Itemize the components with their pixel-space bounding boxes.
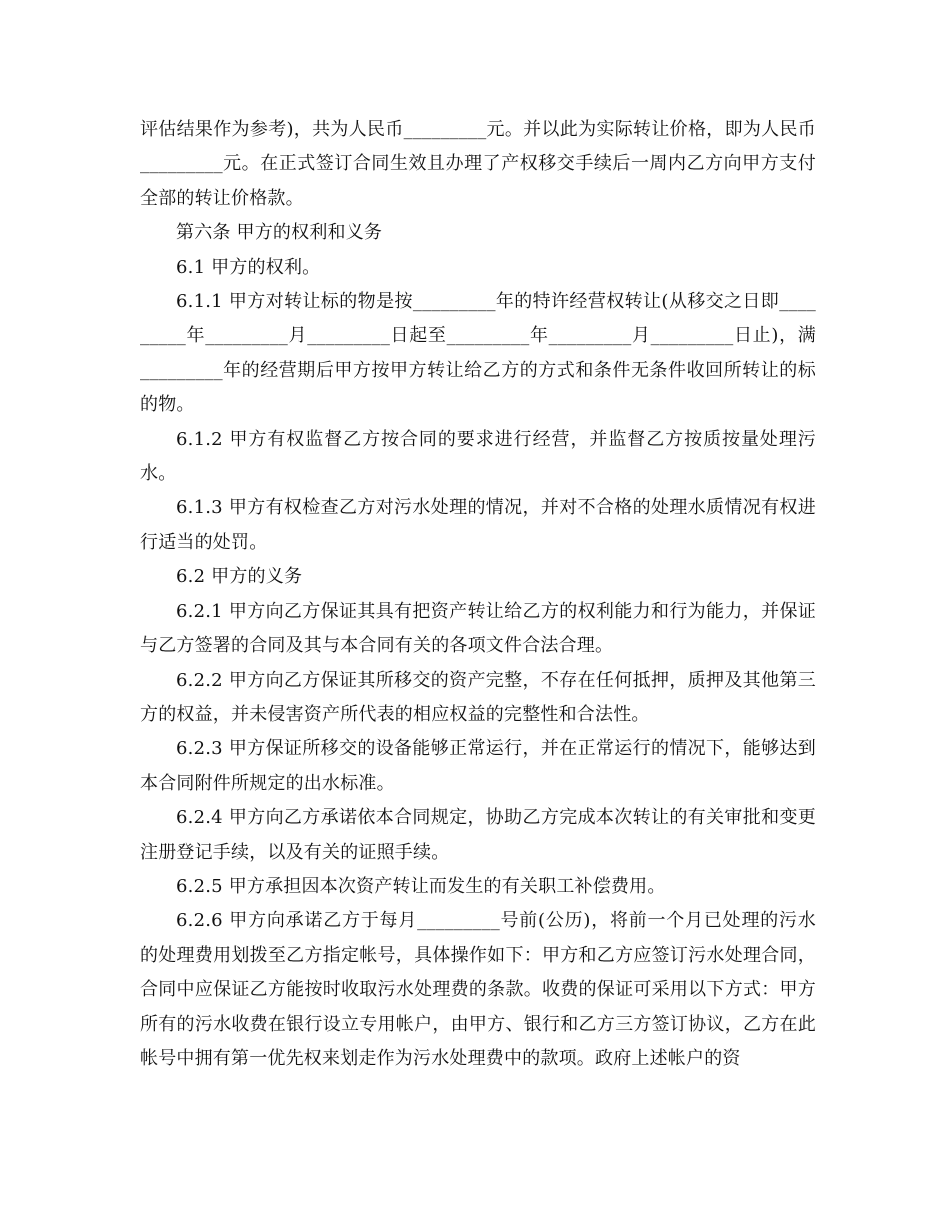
article-six-heading: 第六条 甲方的权利和义务 [176, 222, 383, 244]
clause-6-1-3: 6.1.3 甲方有权检查乙方对污水处理的情况，并对不合格的处理水质情况有权进行适当的处罚。 [140, 497, 816, 553]
clause-6-1-2: 6.1.2 甲方有权监督乙方按合同的要求进行经营，并监督乙方按质按量处理污水。 [140, 428, 816, 485]
clause-6-2-4: 6.2.4 甲方向乙方承诺依本合同规定，协助乙方完成本次转让的有关审批和变更注册登记手续，以及有关的证照手续。 [140, 807, 816, 863]
paragraph-price: 评估结果作为参考)，共为人民币_________元。并以此为实际转让价格，即为人民币_________元。在正式签订合同生效且办理了产权移交手续后一周内乙方向甲方支付全部的转让价格款。 [140, 119, 816, 209]
clause-6-2-1: 6.2.1 甲方向乙方保证其具有把资产转让给乙方的权利能力和行为能力，并保证与乙方签署的合同及其与本合同有关的各项文件合法合理。 [140, 600, 816, 657]
section-6-2-heading: 6.2 甲方的义务 [176, 566, 303, 588]
clause-6-2-2: 6.2.2 甲方向乙方保证其所移交的资产完整，不存在任何抵押，质押及其他第三方的权益，并未侵害资产所代表的相应权益的完整性和合法性。 [140, 669, 816, 725]
document-body [140, 113, 816, 1076]
section-6-1-heading: 6.1 甲方的权利。 [176, 256, 321, 278]
clause-6-2-5: 6.2.5 甲方承担因本次资产转让而发生的有关职工补偿费用。 [176, 875, 666, 897]
clause-6-1-1: 6.1.1 甲方对转让标的物是按_________年的特许经营权转让(从移交之日即_________年_________月_________日起至_________年_________月_________日止)，满_________年的经营期后甲方按甲方转让给乙方的方式和条件无条件收回所转让的标的物。 [140, 291, 816, 416]
clause-6-2-6: 6.2.6 甲方向承诺乙方于每月_________号前(公历)，将前一个月已处理的污水的处理费用划拨至乙方指定帐号，具体操作如下：甲方和乙方应签订污水处理合同，合同中应保证乙方能按时收取污水处理费的条款。收费的保证可采用以下方式：甲方所有的污水收费在银行设立专用帐户，由甲方、银行和乙方三方签订协议，乙方在此帐号中拥有第一优先权来划走作为污水处理费中的款项。政府上述帐户的资 [140, 910, 816, 1069]
clause-6-2-3: 6.2.3 甲方保证所移交的设备能够正常运行，并在正常运行的情况下，能够达到本合同附件所规定的出水标准。 [140, 738, 816, 794]
